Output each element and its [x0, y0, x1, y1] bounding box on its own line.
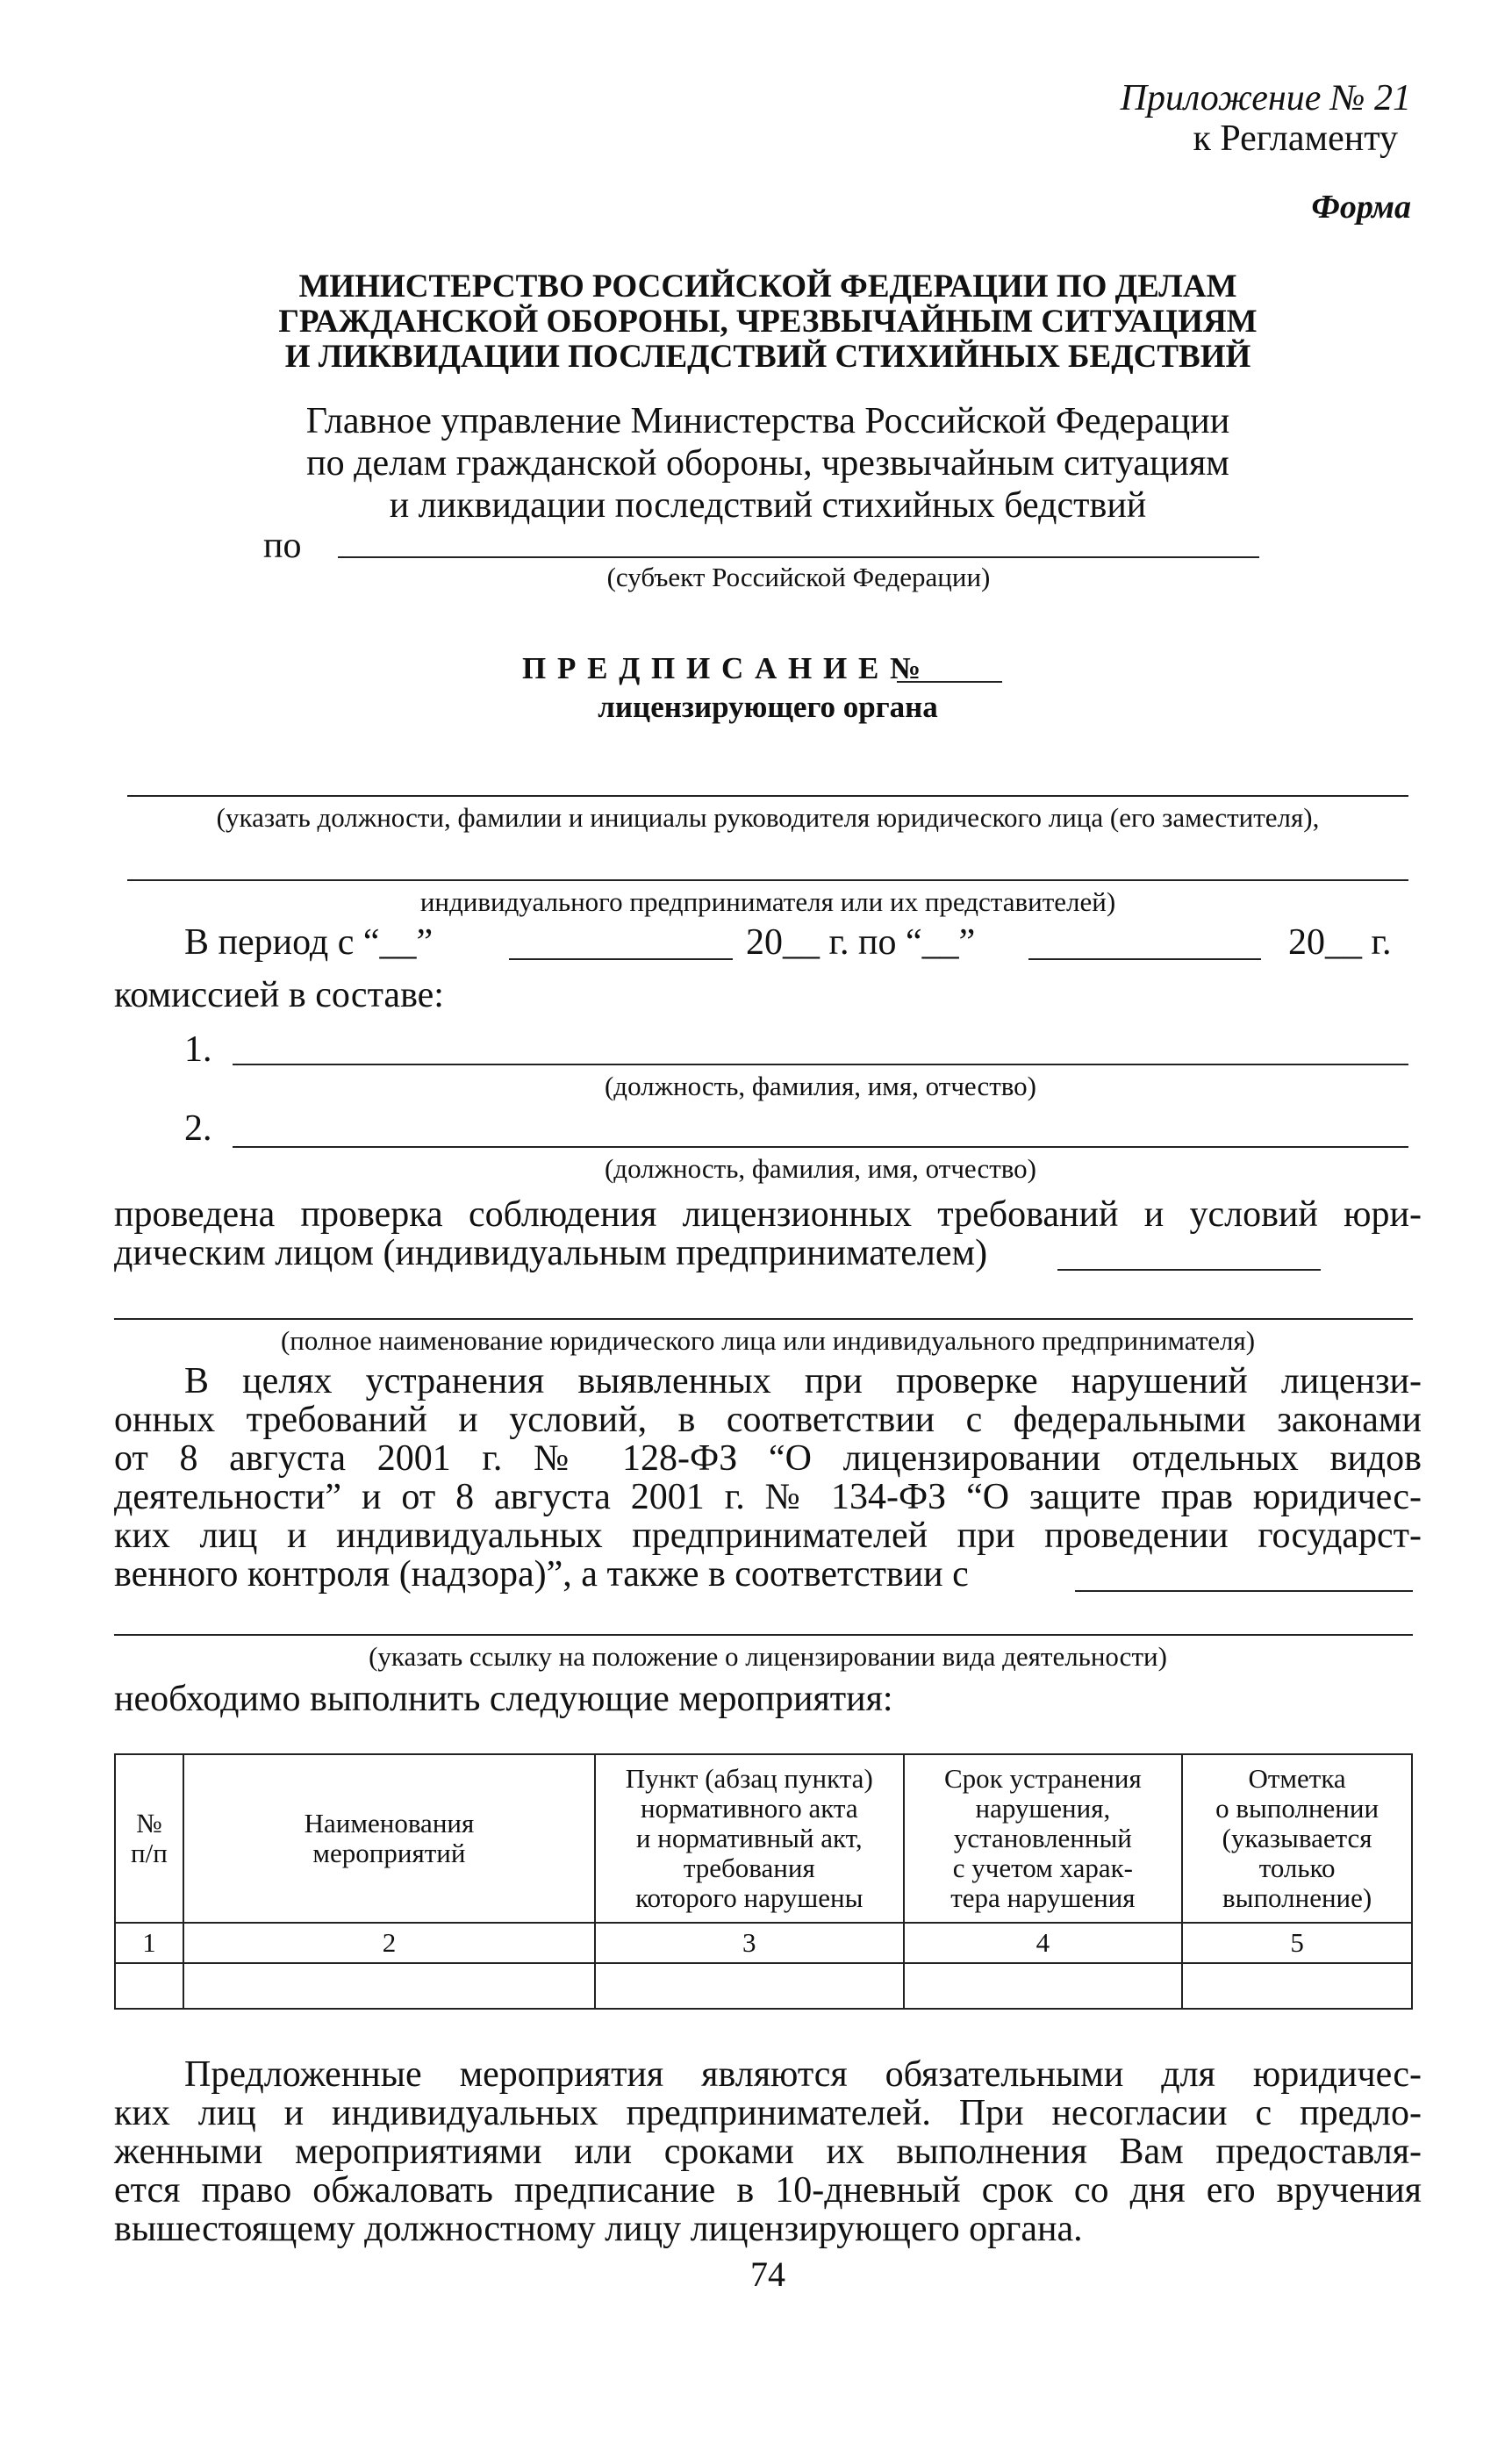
col-number-1: 1: [115, 1923, 183, 1963]
purpose-line-5: ких лиц и индивидуальных предпринимателей при проведении государст-: [114, 1516, 1422, 1556]
subject-fill-line[interactable]: [338, 556, 1259, 558]
table-number-row: [115, 1923, 1412, 1963]
purpose-line-1: В целях устранения выявленных при проверке нарушений лицензи-: [184, 1361, 1422, 1401]
purpose-paragraph: [114, 1362, 1422, 1594]
subject-caption: (субъект Российской Федерации): [606, 562, 991, 592]
period-year-1: 20__ г. по “__”: [746, 922, 976, 963]
table-cell[interactable]: [115, 1963, 183, 2009]
measures-table: [114, 1753, 1413, 2010]
head-fill-line-2[interactable]: [127, 879, 1408, 881]
member-1-number: 1.: [184, 1029, 212, 1070]
reference-fill-line[interactable]: [114, 1634, 1413, 1636]
table-cell[interactable]: [183, 1963, 595, 2009]
po-label: по: [263, 526, 302, 566]
measures-intro: необходимо выполнить следующие мероприятия:: [114, 1679, 893, 1719]
header-measures: Наименования мероприятий: [183, 1754, 595, 1923]
closing-line-2: ких лиц и индивидуальных предпринимателей. При несогласии с предло-: [114, 2093, 1422, 2133]
entity-inline-line[interactable]: [1057, 1269, 1321, 1271]
directorate-line-1: Главное управление Министерства Российской Федерации: [305, 401, 1230, 441]
col-number-5: 5: [1182, 1923, 1412, 1963]
page-number: 74: [750, 2254, 785, 2294]
period-to-month-line[interactable]: [1028, 958, 1261, 960]
period-from-month-line[interactable]: [509, 958, 733, 960]
directorate-line-3: и ликвидации последствий стихийных бедствий: [389, 485, 1147, 526]
purpose-line-3: от 8 августа 2001 г. № 128-ФЗ “О лицензировании отдельных видов: [114, 1438, 1422, 1479]
inspection-line-2: дическим лицом (индивидуальным предпринимателем): [114, 1233, 988, 1273]
closing-line-5: вышестоящему должностному лицу лицензирующего органа.: [114, 2209, 1083, 2249]
order-number-line[interactable]: [897, 681, 1002, 683]
form-label: Форма: [1311, 189, 1411, 226]
appendix-regulation: к Регламенту: [1193, 118, 1398, 159]
closing-line-4: ется право обжаловать предписание в 10-дневный срок со дня его вручения: [114, 2170, 1422, 2211]
col-number-4: 4: [904, 1923, 1183, 1963]
order-title: П Р Е Д П И С А Н И Е №: [522, 651, 923, 685]
header-deadline: Срок устранения нарушения, установленный с учетом харак- тера нарушения: [904, 1754, 1183, 1923]
caption-head-2: индивидуального предпринимателя или их представителей): [419, 886, 1116, 917]
header-completion: Отметка о выполнении (указывается только выполнение): [1182, 1754, 1412, 1923]
order-subtitle: лицензирующего органа: [598, 690, 938, 724]
purpose-line-6: венного контроля (надзора)”, а также в соответствии с: [114, 1554, 969, 1595]
head-fill-line-1[interactable]: [127, 795, 1408, 797]
caption-reference: (указать ссылку на положение о лицензировании вида деятельности): [369, 1641, 1167, 1672]
reference-inline-line[interactable]: [1075, 1590, 1413, 1592]
commission-label: комиссией в составе:: [114, 975, 444, 1015]
ministry-line-2: ГРАЖДАНСКОЙ ОБОРОНЫ, ЧРЕЗВЫЧАЙНЫМ СИТУАЦИЯМ: [278, 304, 1258, 340]
col-number-3: 3: [595, 1923, 904, 1963]
caption-entity: (полное наименование юридического лица или индивидуального предпринимателя): [280, 1325, 1256, 1356]
closing-line-3: женными мероприятиями или сроками их выполнения Вам предоставля-: [114, 2132, 1422, 2172]
inspection-line-1: проведена проверка соблюдения лицензионных требований и условий юри-: [114, 1194, 1422, 1235]
directorate-line-2: по делам гражданской обороны, чрезвычайным ситуациям: [306, 443, 1229, 484]
table-row: [115, 1963, 1412, 2009]
closing-paragraph: [114, 2055, 1422, 2248]
table-cell[interactable]: [1182, 1963, 1412, 2009]
table-cell[interactable]: [904, 1963, 1183, 2009]
inspection-paragraph: [114, 1195, 1422, 1272]
purpose-line-4: деятельности” и от 8 августа 2001 г. № 134-ФЗ “О защите прав юридичес-: [114, 1477, 1422, 1517]
table-cell[interactable]: [595, 1963, 904, 2009]
ministry-line-1: МИНИСТЕРСТВО РОССИЙСКОЙ ФЕДЕРАЦИИ ПО ДЕЛАМ: [298, 269, 1237, 305]
caption-head-1: (указать должности, фамилии и инициалы руководителя юридического лица (его заместителя),: [216, 802, 1320, 833]
header-num: № п/п: [115, 1754, 183, 1923]
header-clause: Пункт (абзац пункта) нормативного акта и нормативный акт, требования которого нарушены: [595, 1754, 904, 1923]
member-1-caption: (должность, фамилия, имя, отчество): [604, 1071, 1037, 1101]
member-2-number: 2.: [184, 1108, 212, 1149]
table-header-row: [115, 1754, 1412, 1923]
appendix-number: Приложение № 21: [1120, 78, 1411, 118]
ministry-line-3: И ЛИКВИДАЦИИ ПОСЛЕДСТВИЙ СТИХИЙНЫХ БЕДСТВИЙ: [284, 339, 1251, 375]
col-number-2: 2: [183, 1923, 595, 1963]
closing-line-1: Предложенные мероприятия являются обязательными для юридичес-: [184, 2054, 1422, 2095]
period-prefix: В период с “__”: [184, 922, 434, 963]
purpose-line-2: онных требований и условий, в соответствии с федеральными законами: [114, 1400, 1422, 1440]
member-1-line[interactable]: [233, 1064, 1408, 1065]
entity-fill-line[interactable]: [114, 1318, 1413, 1320]
period-year-2: 20__ г.: [1288, 922, 1392, 963]
member-2-line[interactable]: [233, 1146, 1408, 1148]
member-2-caption: (должность, фамилия, имя, отчество): [604, 1153, 1037, 1184]
